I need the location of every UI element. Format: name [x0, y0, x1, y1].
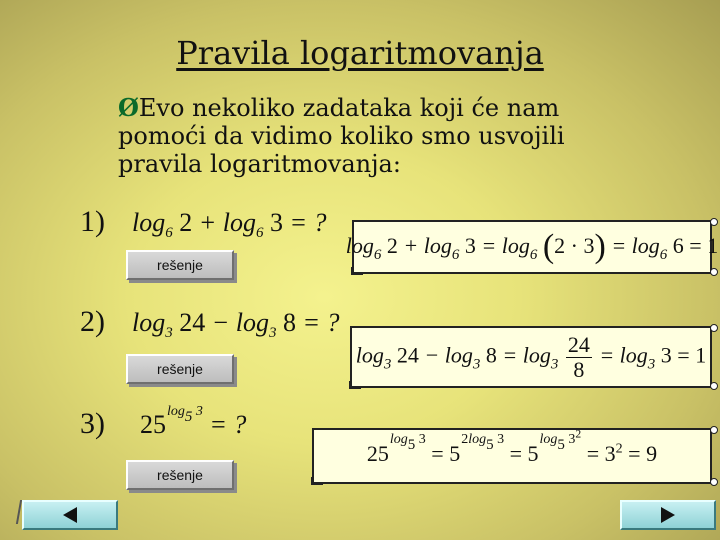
task-3-solution-scroll: [312, 428, 712, 484]
task-3-solution: $25^{log_5 3} = 5^{2log_5 3} = 5^{log_5 3^2} = 3^2 = 9$: [366, 426, 658, 466]
task-1-solution: $\log_6 2 + \log_6 3 = \log_6 (2 \cdot 3) = \log_6 6 = 1$: [345, 228, 719, 265]
task-1-solution-button[interactable]: rešenje: [126, 250, 234, 280]
task-3-expression: $25^{log_5 3}$ = ?: [140, 404, 247, 439]
slide-title: Pravila logaritmovanja: [176, 34, 544, 72]
triangle-left-icon: [63, 507, 77, 523]
intro-text: [118, 94, 618, 178]
task-1-number: 1): [80, 205, 105, 238]
scroll-curl-icon: [351, 267, 363, 275]
scroll-curl-icon: [349, 381, 361, 389]
task-3-solution-button[interactable]: rešenje: [126, 460, 234, 490]
prev-slide-button[interactable]: [22, 500, 118, 530]
task-2-solution-button[interactable]: rešenje: [126, 354, 234, 384]
next-slide-button[interactable]: [620, 500, 716, 530]
task-1-expression: $\log_6 2 + \log_6 3$ = ?: [132, 208, 327, 241]
scroll-curl-icon: [311, 477, 323, 485]
task-2-number: 2): [80, 305, 105, 338]
bullet-arrow-icon: Ø: [118, 93, 139, 122]
task-2-expression: $\log_3 24 - \log_3 8$ = ?: [132, 308, 340, 341]
intro-paragraph: Evo nekoliko zadataka koji će nam pomoći da vidimo koliko smo usvojili pravila logaritmovanja:: [118, 94, 565, 178]
task-2-solution: $\log_3 24 - \log_3 8 = \log_3$ $\frac{24}{8}$ = $\log_3 3 = 1$: [355, 331, 707, 382]
triangle-right-icon: [661, 507, 675, 523]
task-3-number: 3): [80, 407, 105, 440]
task-1-solution-scroll: [345, 220, 719, 274]
task-2-solution-scroll: [350, 326, 712, 388]
